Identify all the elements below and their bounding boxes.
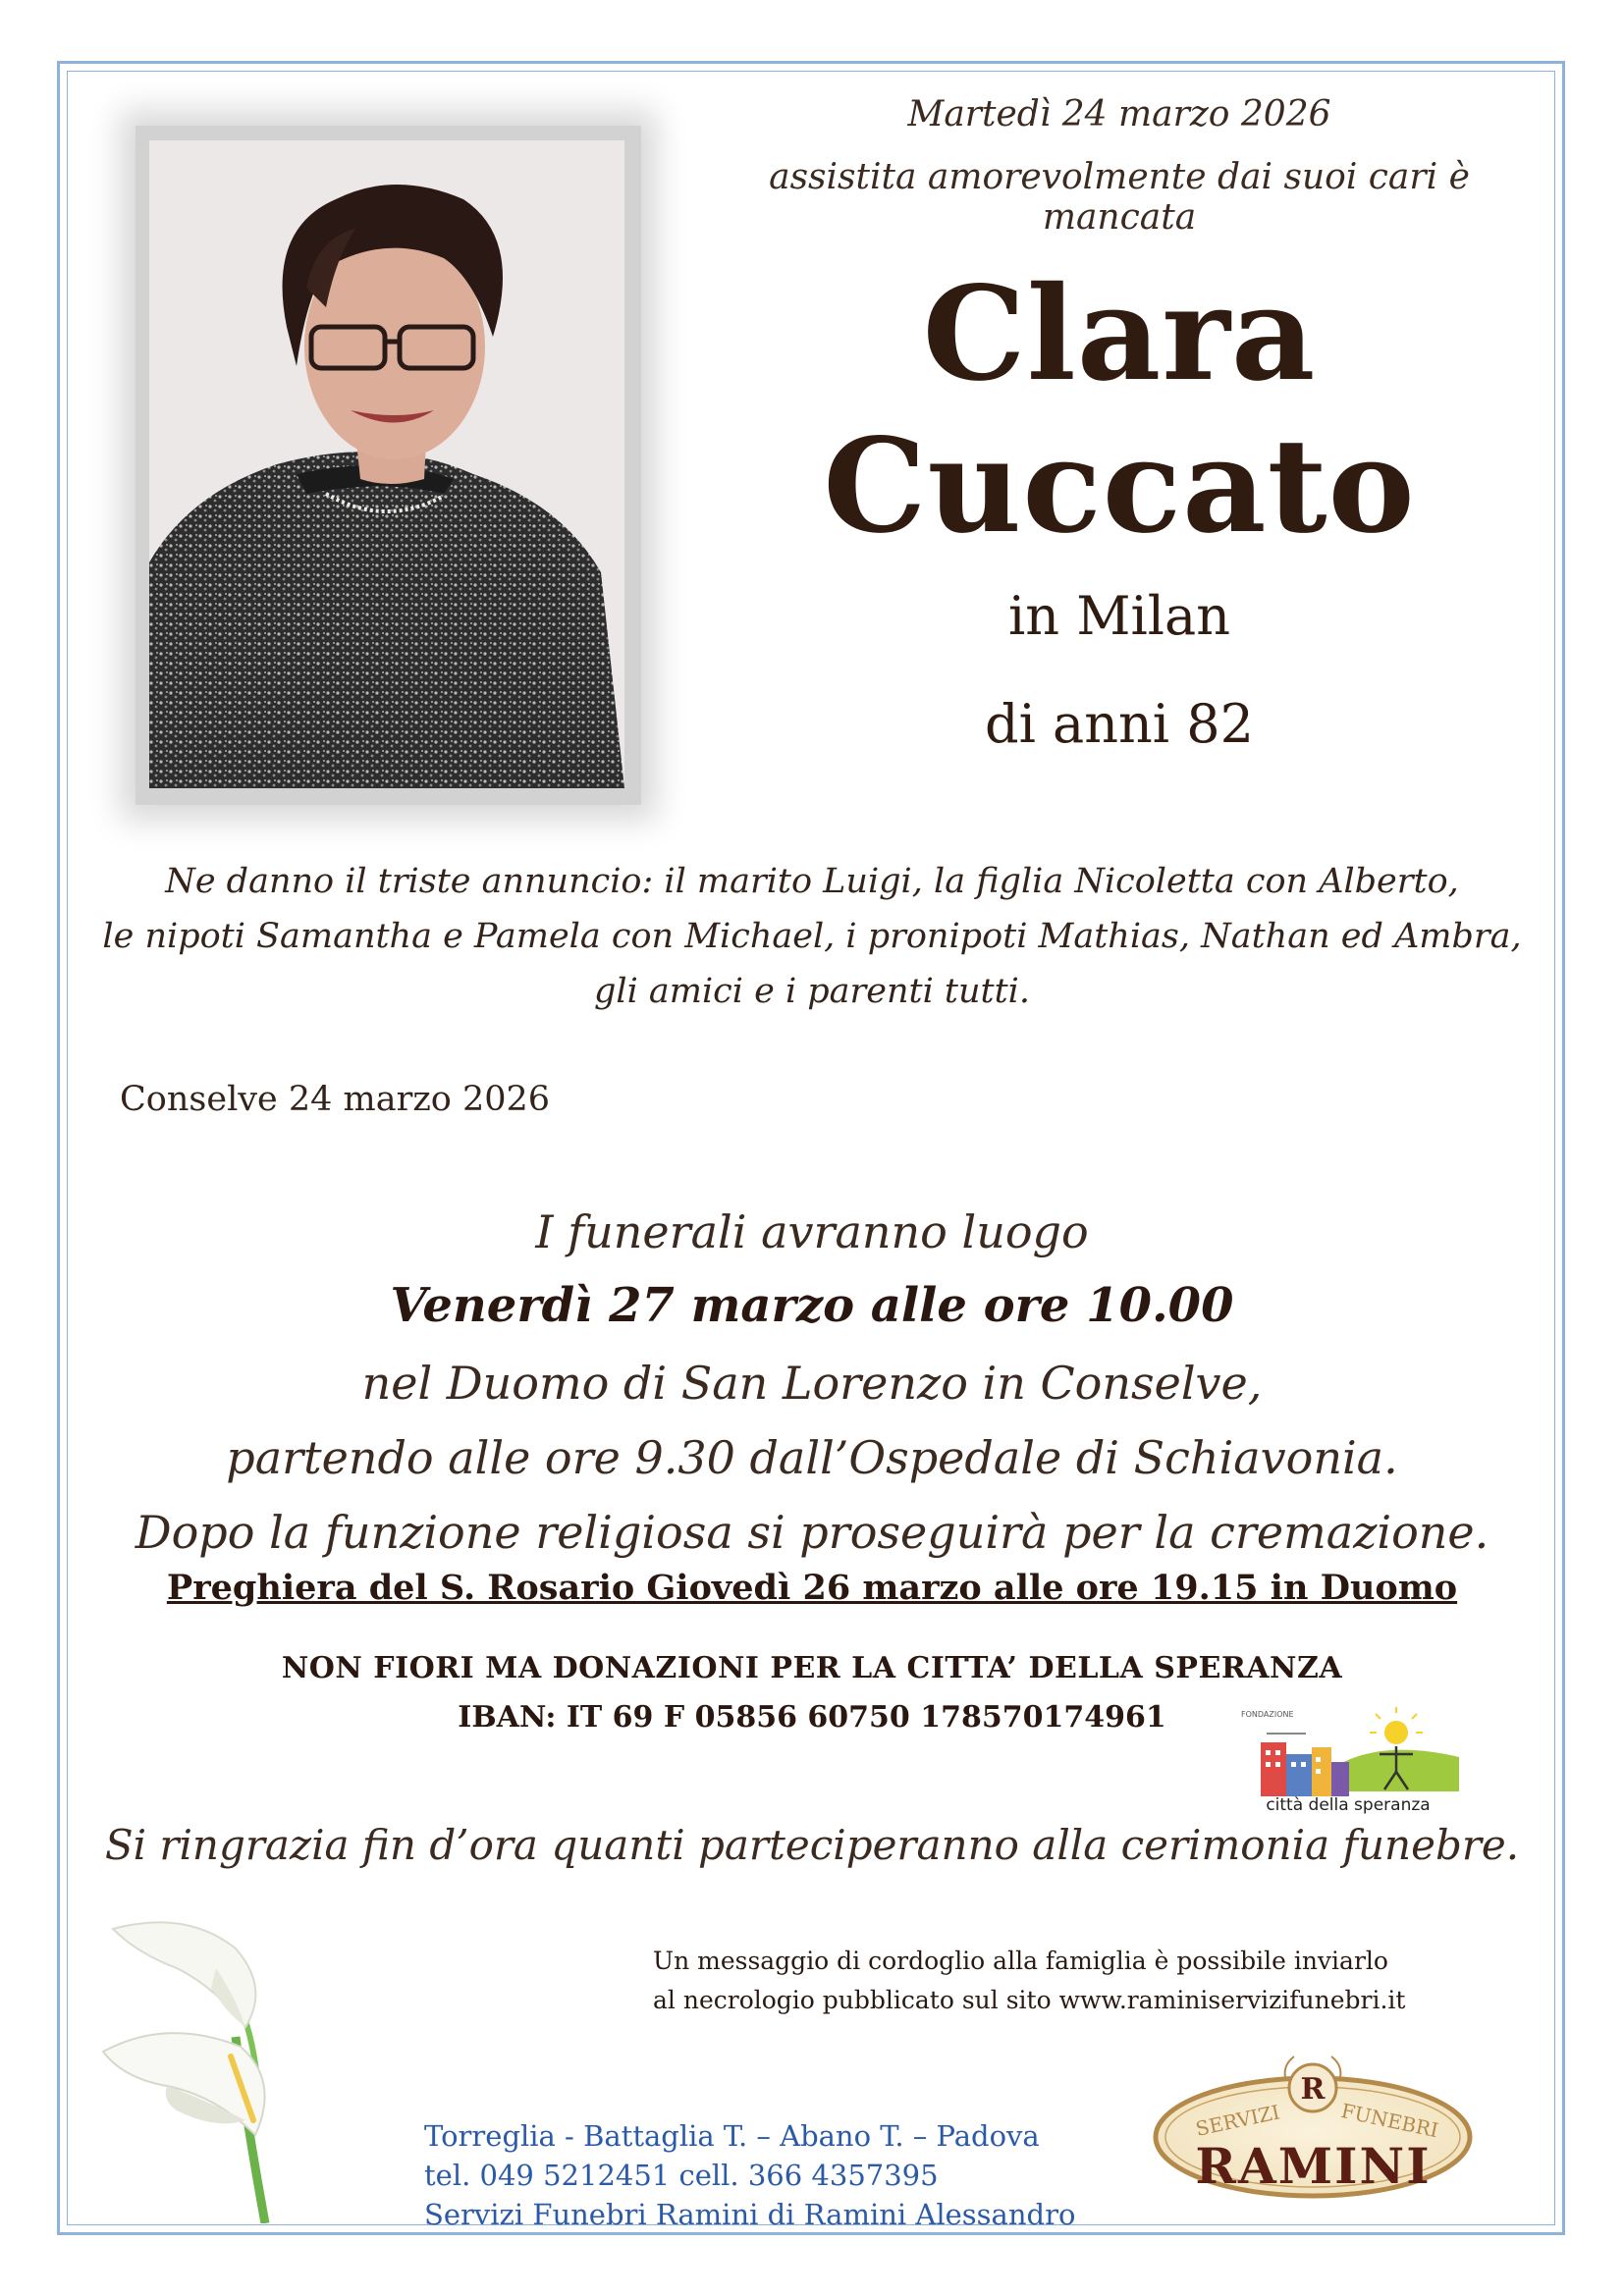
agency-contact [424,2116,1075,2234]
citta-della-speranza-logo [1237,1703,1459,1816]
ramini-name: RAMINI [1195,2137,1432,2195]
agency-phones: tel. 049 5212451 cell. 366 4357395 [424,2159,939,2192]
announcement-line: le nipoti Samantha e Pamela con Michael, i pronipoti Mathias, Nathan ed Ambra, [102,917,1522,956]
logo-small-text: FONDAZIONE [1241,1710,1294,1719]
married-name: in Milan [1007,585,1231,647]
funeral-line-1: I funerali avranno luogo [535,1205,1089,1258]
announcement-line: Ne danno il triste annuncio: il marito Luigi, la figlia Nicoletta con Alberto, [165,862,1459,901]
condolence-info [653,1942,1405,2020]
deceased-last-name: Cuccato [823,410,1416,562]
portrait-photo [149,140,624,788]
agency-full-name: Servizi Funebri Ramini di Ramini Alessandro [424,2198,1076,2231]
header-date: Martedì 24 marzo 2026 [907,94,1331,134]
age: di anni 82 [985,693,1254,755]
funeral-cremation: Dopo la funzione religiosa si proseguirà per la cremazione. [135,1506,1489,1559]
ramini-funebri: FUNEBRI [1338,2098,1441,2143]
funeral-location: nel Duomo di San Lorenzo in Conselve, [361,1357,1263,1410]
funeral-datetime: Venerdì 27 marzo alle ore 10.00 [390,1278,1234,1333]
place-date: Conselve 24 marzo 2026 [120,1080,551,1119]
announcement-line: gli amici e i parenti tutti. [594,972,1030,1011]
condolence-line-2: al necrologio pubblicato sul sito www.raminiservizifunebri.it [653,1986,1406,2014]
logo-name-text: città della speranza [1266,1795,1431,1815]
donation-text: NON FIORI MA DONAZIONI PER LA CITTA’ DELLA SPERANZA [281,1651,1343,1685]
ramini-servizi: SERVIZI [1193,2100,1282,2141]
calla-lily-illustration [98,1909,334,2223]
header-subtitle: assistita amorevolmente dai suoi cari è mancata [769,157,1470,238]
agency-locations: Torreglia - Battaglia T. – Abano T. – Padova [424,2119,1040,2153]
condolence-line-1: Un messaggio di cordoglio alla famiglia è possibile inviarlo [653,1947,1388,1975]
announcement [69,854,1555,1019]
thanks-message: Si ringrazia fin d’ora quanti parteciperanno alla cerimonia funebre. [104,1821,1520,1869]
ramini-logo [1149,2047,1478,2204]
deceased-first-name: Clara [922,258,1317,410]
donation-iban: IBAN: IT 69 F 05856 60750 178570174961 [458,1700,1166,1735]
ramini-monogram: R [1300,2072,1326,2107]
rosary-notice: Preghiera del S. Rosario Giovedì 26 marzo alle ore 19.15 in Duomo [166,1568,1458,1608]
funeral-departure: partendo alle ore 9.30 dall’Ospedale di Schiavonia. [226,1431,1398,1484]
